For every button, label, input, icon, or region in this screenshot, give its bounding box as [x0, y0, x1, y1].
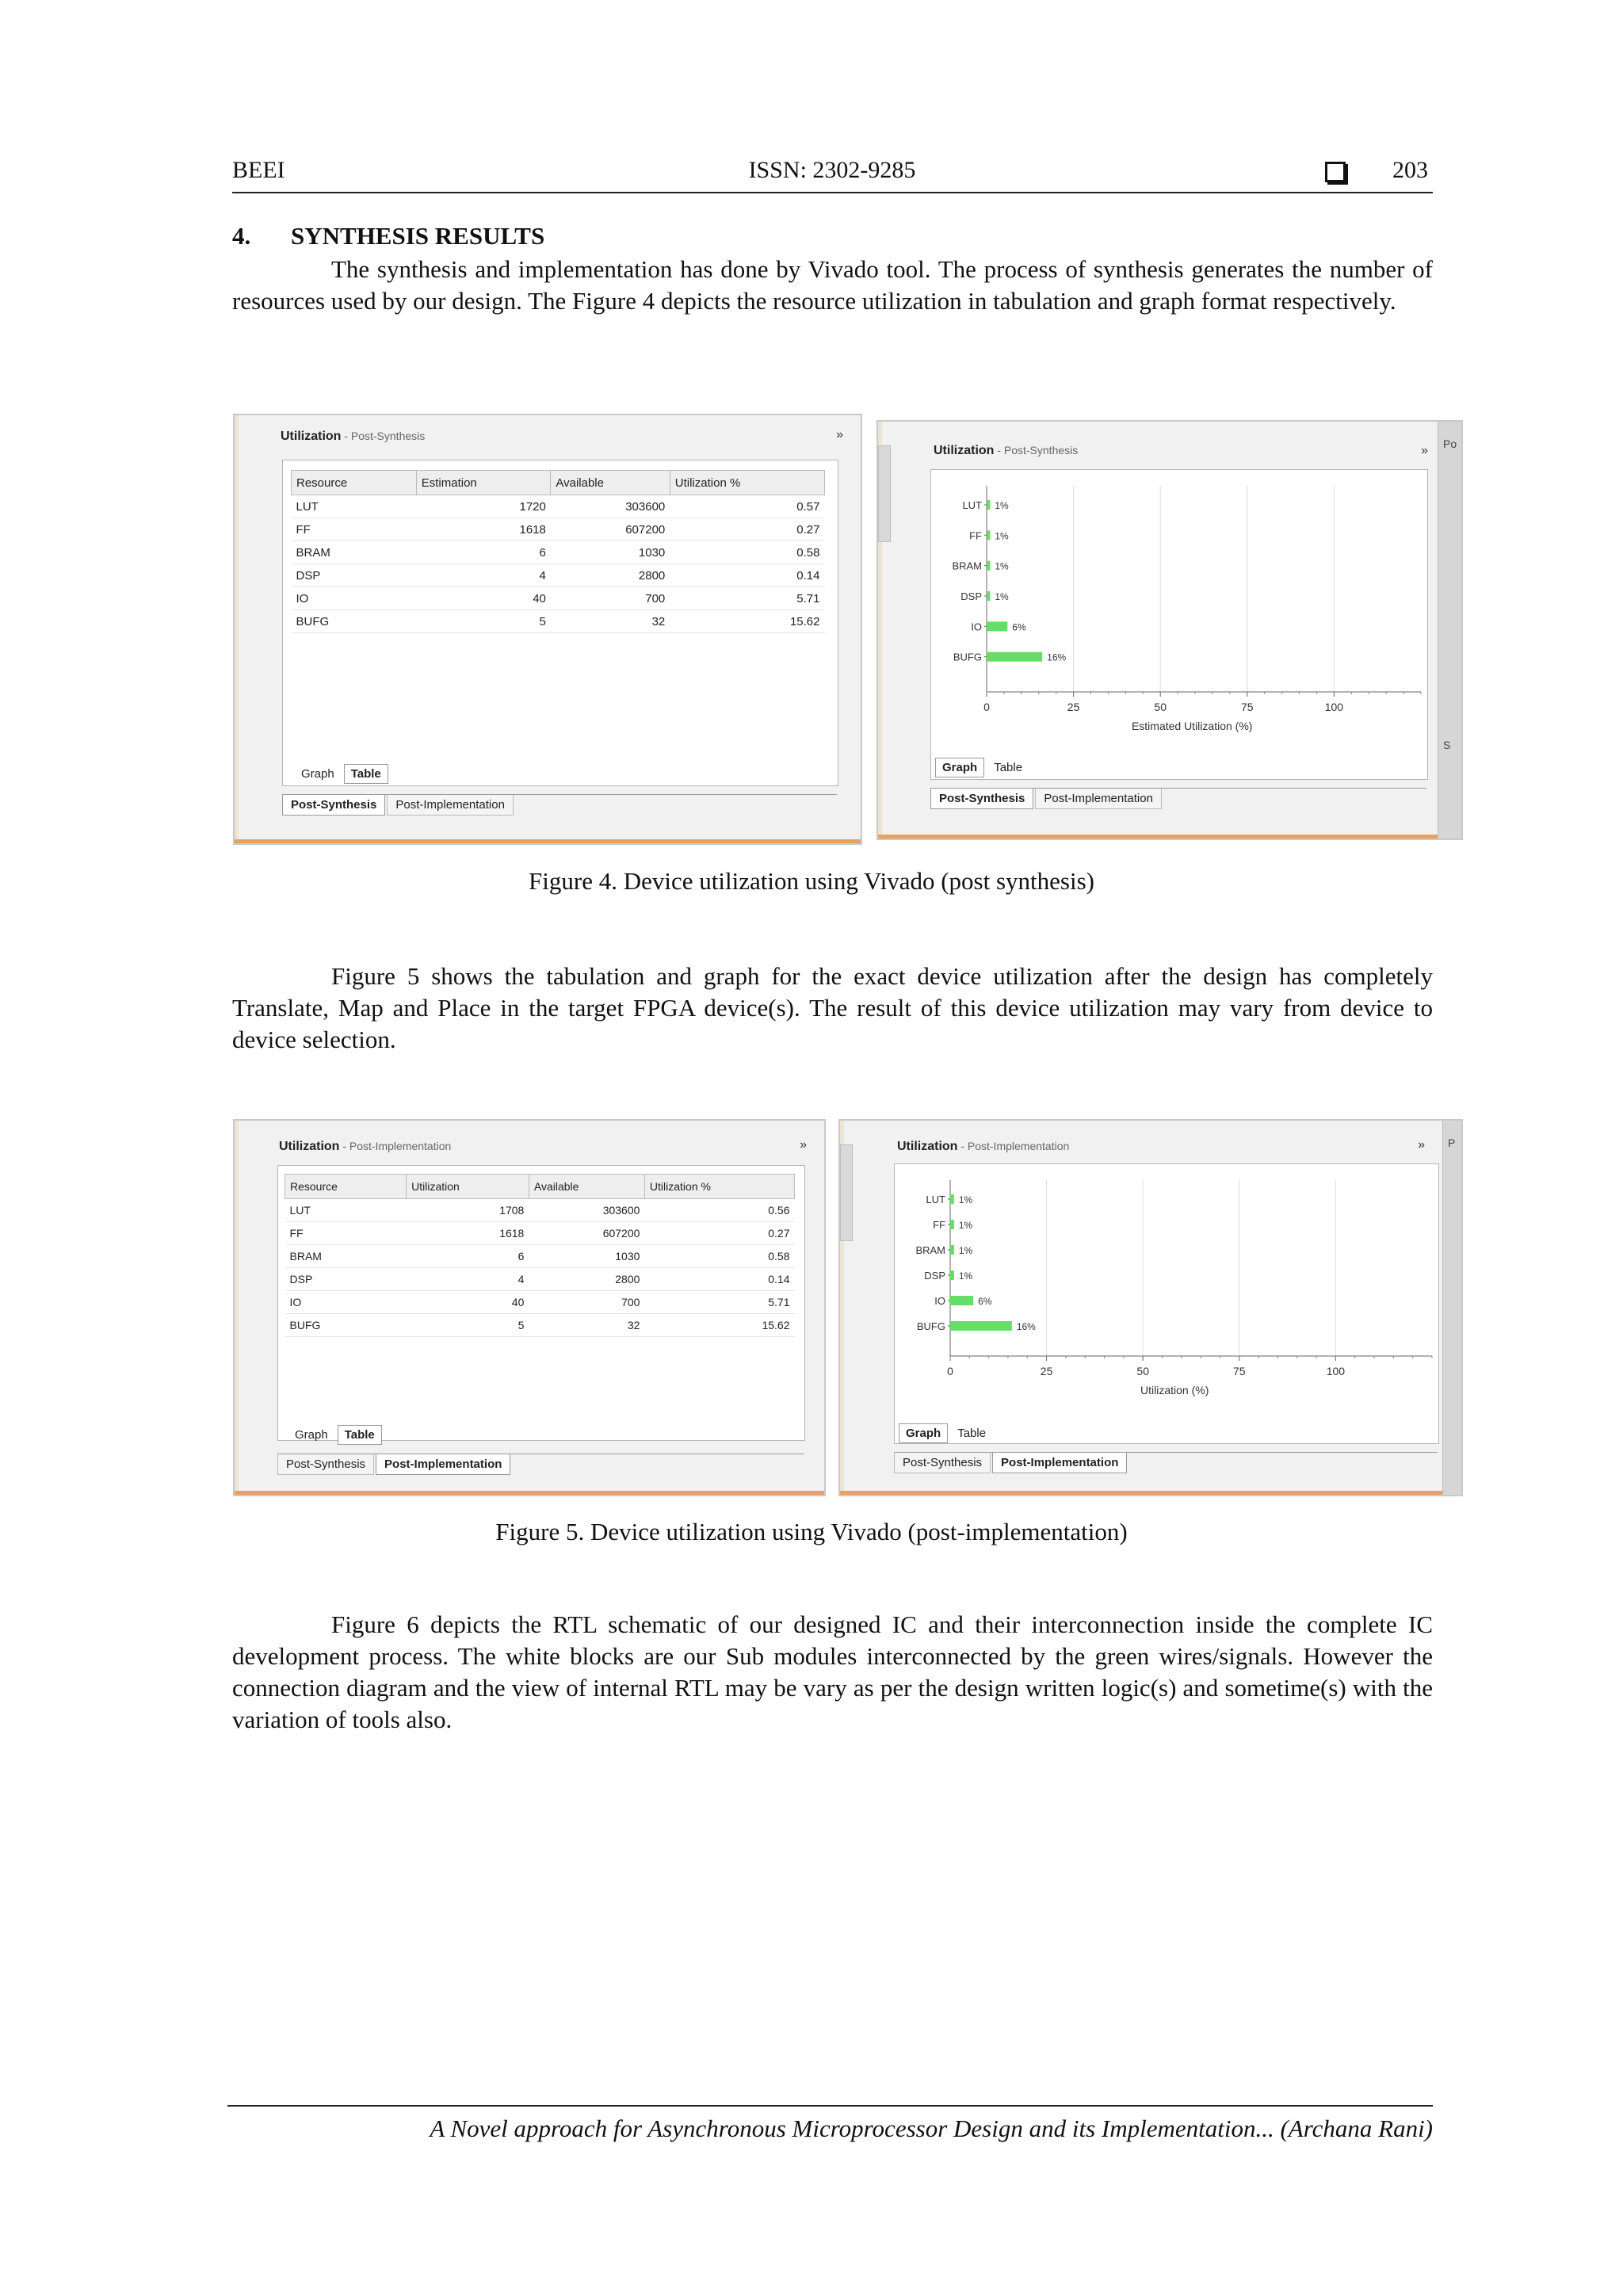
tab-post-implementation[interactable]: Post-Implementation	[387, 795, 514, 816]
result-tabs	[277, 1454, 804, 1475]
bar	[987, 561, 990, 571]
column-header[interactable]: Resource	[292, 471, 417, 495]
graph-area	[894, 1163, 1439, 1444]
tab-post-synthesis[interactable]: Post-Synthesis	[894, 1453, 991, 1473]
table-cell: LUT	[292, 495, 417, 518]
side-panel-label: S	[1443, 739, 1451, 751]
table-cell: 5	[407, 1314, 529, 1337]
table-cell: LUT	[285, 1199, 407, 1222]
journal-name: BEEI	[232, 157, 285, 183]
table-cell: 4	[407, 1268, 529, 1291]
data-label: 6%	[978, 1296, 992, 1307]
bar	[950, 1194, 954, 1204]
table-cell: 0.58	[670, 541, 824, 564]
category-label: BUFG	[916, 1320, 945, 1332]
table-cell: 6	[416, 541, 551, 564]
data-label: 1%	[958, 1245, 973, 1256]
running-header	[232, 154, 1433, 193]
data-label: 16%	[1016, 1321, 1036, 1332]
data-label: 1%	[958, 1194, 973, 1205]
bar	[987, 621, 1007, 631]
x-tick-label: 75	[1241, 701, 1254, 713]
collapse-icon[interactable]: »	[800, 1138, 807, 1152]
x-tick-label: 50	[1154, 701, 1167, 713]
column-header[interactable]: Resource	[285, 1175, 407, 1199]
fig4-table-panel	[233, 414, 862, 845]
table-cell: DSP	[285, 1268, 407, 1291]
table-cell: 700	[529, 1291, 644, 1314]
table-cell: 1618	[407, 1222, 529, 1245]
category-label: DSP	[924, 1270, 945, 1282]
figure-5-caption: Figure 5. Device utilization using Vivado (post-implementation)	[495, 1518, 1128, 1545]
tab-table[interactable]: Table	[338, 1425, 382, 1445]
tab-post-implementation[interactable]: Post-Implementation	[376, 1454, 510, 1475]
table-cell: 1030	[529, 1245, 644, 1268]
bar	[987, 591, 990, 601]
bar	[950, 1321, 1012, 1331]
category-label: IO	[934, 1295, 945, 1307]
table-cell: 0.57	[670, 495, 824, 518]
view-tabs	[935, 758, 1032, 777]
table-cell: 15.62	[644, 1314, 794, 1337]
tab-post-synthesis[interactable]: Post-Synthesis	[930, 789, 1033, 809]
x-tick-label: 100	[1324, 701, 1344, 713]
table-cell: 1708	[407, 1199, 529, 1222]
column-header[interactable]: Available	[551, 471, 670, 495]
data-label: 1%	[995, 530, 1009, 542]
graph-area	[930, 469, 1428, 780]
view-tabs	[899, 1423, 995, 1443]
panel-title: Utilization - Post-Implementation	[897, 1140, 1070, 1153]
bar	[950, 1296, 973, 1305]
table-cell: 0.14	[670, 564, 824, 587]
column-header[interactable]: Utilization %	[644, 1175, 794, 1199]
x-tick-label: 0	[947, 1365, 953, 1377]
tab-post-synthesis[interactable]: Post-Synthesis	[282, 795, 385, 816]
x-tick-label: 25	[1040, 1365, 1053, 1377]
tab-table[interactable]: Table	[957, 1427, 987, 1440]
utilization-table	[285, 1174, 795, 1337]
x-tick-label: 75	[1233, 1365, 1246, 1377]
table-area	[277, 1165, 805, 1441]
result-tabs	[894, 1452, 1438, 1473]
table-row[interactable]	[292, 541, 825, 564]
bar	[950, 1270, 954, 1280]
square-icon	[1325, 162, 1346, 182]
panel-title: Utilization - Post-Synthesis	[281, 430, 426, 443]
tab-graph[interactable]: Graph	[295, 1428, 328, 1442]
table-row[interactable]	[285, 1245, 795, 1268]
table-row[interactable]	[285, 1314, 795, 1337]
utilization-table	[291, 470, 825, 633]
table-cell: 40	[416, 587, 551, 610]
tab-post-implementation[interactable]: Post-Implementation	[992, 1453, 1127, 1473]
result-tabs	[282, 794, 837, 816]
scrollbar[interactable]	[840, 1144, 853, 1241]
view-tabs	[295, 764, 391, 784]
bar	[987, 530, 990, 540]
tab-graph[interactable]: Graph	[935, 758, 984, 777]
fig5-table-panel	[233, 1119, 826, 1496]
table-cell: 700	[551, 587, 670, 610]
panel-title: Utilization - Post-Implementation	[279, 1140, 452, 1153]
tab-table[interactable]: Table	[994, 761, 1023, 774]
table-cell: BUFG	[285, 1314, 407, 1337]
panel-title: Utilization - Post-Synthesis	[934, 444, 1079, 457]
table-cell: 607200	[529, 1222, 644, 1245]
table-cell: BUFG	[292, 610, 417, 633]
table-cell: 32	[551, 610, 670, 633]
table-row[interactable]	[285, 1199, 795, 1222]
data-label: 1%	[958, 1220, 973, 1231]
figure-4-caption: Figure 4. Device utilization using Vivado (post synthesis)	[529, 867, 1094, 895]
tab-table[interactable]: Table	[344, 764, 388, 784]
table-row[interactable]	[292, 564, 825, 587]
x-tick-label: 100	[1326, 1365, 1346, 1377]
utilization-bar-chart	[895, 1164, 1438, 1443]
table-row[interactable]	[292, 518, 825, 541]
table-cell: 0.58	[644, 1245, 794, 1268]
section-title: SYNTHESIS RESULTS	[291, 222, 545, 250]
bar	[950, 1220, 954, 1229]
table-cell: 2800	[529, 1268, 644, 1291]
table-cell: BRAM	[285, 1245, 407, 1268]
category-label: LUT	[962, 499, 982, 511]
x-tick-label: 50	[1136, 1365, 1149, 1377]
tab-graph[interactable]: Graph	[301, 767, 334, 781]
utilization-bar-chart	[931, 470, 1427, 779]
category-label: BUFG	[953, 651, 982, 663]
table-area	[282, 460, 838, 786]
section-number: 4.	[232, 222, 251, 250]
table-cell: 1720	[416, 495, 551, 518]
view-tabs	[288, 1425, 385, 1445]
data-label: 1%	[958, 1270, 973, 1282]
table-row[interactable]	[292, 495, 825, 518]
category-label: DSP	[960, 590, 982, 602]
running-footer: A Novel approach for Asynchronous Microprocessor Design and its Implementation... (Archana Rani)	[227, 2105, 1433, 2143]
table-cell: BRAM	[292, 541, 417, 564]
table-cell: 6	[407, 1245, 529, 1268]
table-cell: 4	[416, 564, 551, 587]
table-row[interactable]	[285, 1268, 795, 1291]
side-panel[interactable]	[1438, 422, 1462, 839]
table-cell: 5.71	[670, 587, 824, 610]
tab-post-synthesis[interactable]: Post-Synthesis	[277, 1454, 374, 1475]
column-header[interactable]: Available	[529, 1175, 644, 1199]
x-axis-label: Utilization (%)	[1140, 1384, 1209, 1396]
table-cell: 2800	[551, 564, 670, 587]
collapse-icon[interactable]: »	[1418, 1138, 1425, 1152]
paragraph-3: Figure 6 depicts the RTL schematic of our designed IC and their interconnection inside the complete IC development process. The white blocks are our Sub modules interconnected by the green wires/signals. However the connection diagram and the view of internal RTL may be vary as per the design written logic(s) and sometime(s) with the variation of tools also.	[232, 1610, 1433, 1733]
category-label: IO	[971, 621, 982, 633]
table-cell: DSP	[292, 564, 417, 587]
column-header[interactable]: Utilization %	[670, 471, 824, 495]
data-label: 1%	[995, 500, 1009, 511]
bar	[987, 652, 1042, 662]
table-cell: 303600	[551, 495, 670, 518]
data-label: 1%	[995, 560, 1009, 572]
table-row[interactable]	[292, 587, 825, 610]
table-cell: 5	[416, 610, 551, 633]
x-tick-label: 0	[983, 701, 990, 713]
data-label: 6%	[1012, 621, 1026, 633]
table-cell: 0.27	[670, 518, 824, 541]
category-label: LUT	[926, 1194, 945, 1205]
data-label: 16%	[1047, 651, 1067, 663]
tab-post-implementation[interactable]: Post-Implementation	[1035, 789, 1162, 809]
bar	[987, 500, 990, 510]
table-cell: IO	[285, 1291, 407, 1314]
page-number: 203	[1392, 157, 1428, 183]
category-label: BRAM	[952, 560, 982, 572]
side-panel-tab[interactable]: Po	[1443, 437, 1457, 450]
x-tick-label: 25	[1067, 701, 1080, 713]
paragraph-2: Figure 5 shows the tabulation and graph for the exact device utilization after the design has completely Translate, Map and Place in the target FPGA device(s). The result of this device utilization may vary from device to device selection.	[232, 962, 1433, 1053]
bar	[950, 1245, 954, 1255]
table-cell: 1030	[551, 541, 670, 564]
table-row[interactable]	[285, 1222, 795, 1245]
table-cell: 607200	[551, 518, 670, 541]
table-cell: 32	[529, 1314, 644, 1337]
collapse-icon[interactable]: »	[1421, 444, 1428, 457]
scrollbar[interactable]	[878, 445, 891, 542]
side-panel-tab[interactable]: P	[1448, 1137, 1456, 1149]
fig5-graph-panel	[838, 1119, 1463, 1496]
issn: ISSN: 2302-9285	[748, 157, 916, 183]
table-cell: 1618	[416, 518, 551, 541]
table-row[interactable]	[292, 610, 825, 633]
category-label: BRAM	[915, 1244, 945, 1256]
table-cell: 0.27	[644, 1222, 794, 1245]
table-cell: 15.62	[670, 610, 824, 633]
table-cell: IO	[292, 587, 417, 610]
table-cell: 40	[407, 1291, 529, 1314]
x-axis-label: Estimated Utilization (%)	[1131, 720, 1253, 732]
section-heading	[232, 222, 544, 250]
table-cell: 5.71	[644, 1291, 794, 1314]
side-panel[interactable]	[1442, 1121, 1462, 1495]
table-cell: 0.56	[644, 1199, 794, 1222]
table-row[interactable]	[285, 1291, 795, 1314]
table-cell: FF	[285, 1222, 407, 1245]
paragraph-1: The synthesis and implementation has done by Vivado tool. The process of synthesis generates the number of resources used by our design. The Figure 4 depicts the resource utilization in tabulation and graph format respectively.	[232, 255, 1433, 315]
column-header[interactable]: Utilization	[407, 1175, 529, 1199]
table-cell: 0.14	[644, 1268, 794, 1291]
tab-graph[interactable]: Graph	[899, 1423, 948, 1443]
table-cell: FF	[292, 518, 417, 541]
category-label: FF	[933, 1219, 945, 1231]
result-tabs	[930, 788, 1426, 809]
fig4-graph-panel	[876, 420, 1463, 840]
collapse-icon[interactable]: »	[836, 428, 843, 441]
table-cell: 303600	[529, 1199, 644, 1222]
category-label: FF	[969, 529, 982, 542]
data-label: 1%	[995, 591, 1009, 602]
column-header[interactable]: Estimation	[416, 471, 551, 495]
